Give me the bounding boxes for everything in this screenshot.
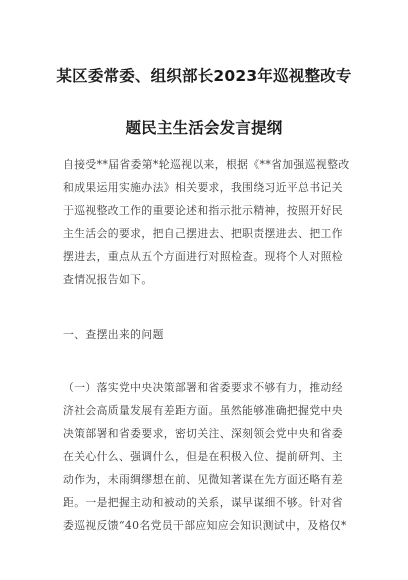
intro-line: 于巡视整改工作的重要论述和指示批示精神，按照开好民 (63, 204, 343, 217)
paragraph-line: 在关心什么、强调什么，但是在积极入位、提前研判、主 (63, 450, 343, 463)
intro-line: 查情况报告如下。 (63, 273, 153, 286)
paragraph-line: 动作为，未雨绸缪想在前、见微知著谋在先方面还略有差 (63, 473, 343, 486)
intro-line: 主生活会的要求，把自己摆进去、把职责摆进去、把工作 (63, 227, 343, 240)
intro-line: 和成果运用实施办法》相关要求，我围绕习近平总书记关 (63, 181, 343, 194)
paragraph-line: 济社会高质量发展有差距方面。虽然能够准确把握党中央 (63, 404, 343, 417)
paragraph-line: （一）落实党中央决策部署和省委要求不够有力，推动经 (63, 381, 343, 394)
paragraph-line: 决策部署和省委要求，密切关注、深刻领会党中央和省委 (63, 427, 343, 440)
document-title-line-1: 某区委常委、组织部长2023年巡视整改专 (56, 67, 352, 85)
section-heading: 一、查摆出来的问题 (63, 328, 164, 341)
document-title-line-2: 题民主生活会发言提纲 (125, 119, 283, 137)
intro-line: 摆进去，重点从五个方面进行对照检查。现将个人对照检 (63, 250, 343, 263)
paragraph-line: 距。一是把握主动和被动的关系，谋早谋细不够。针对省 (63, 496, 343, 509)
paragraph-line: 委巡视反馈“40名党员干部应知应会知识测试中，及格仅* (63, 519, 347, 532)
intro-line: 自接受**届省委第*轮巡视以来，根据《**省加强巡视整改 (63, 158, 350, 171)
